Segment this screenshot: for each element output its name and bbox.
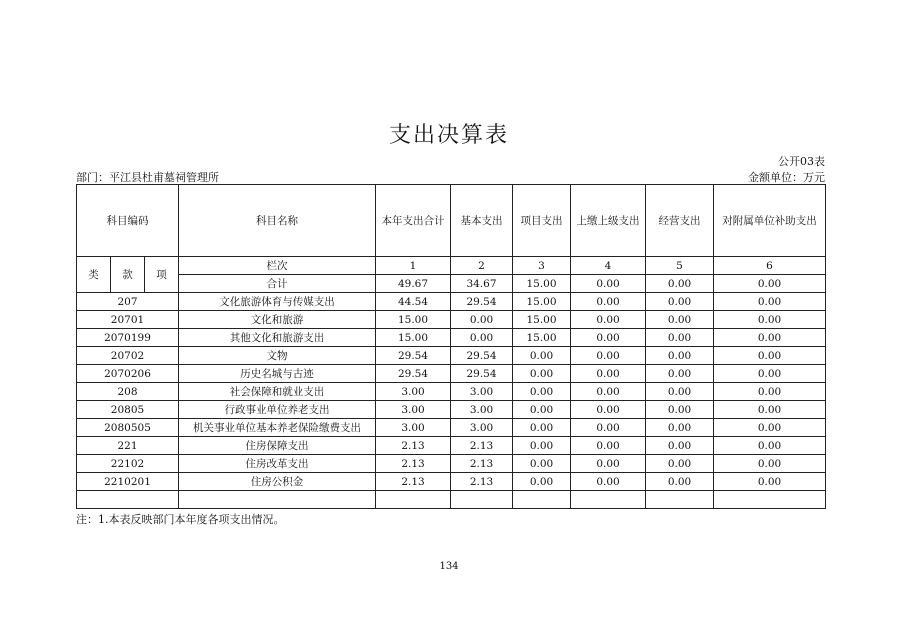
- row-value: 3.00: [451, 401, 513, 419]
- row-value: 0.00: [571, 293, 646, 311]
- row-value: 0.00: [646, 347, 714, 365]
- header-kuan: 款: [111, 257, 145, 293]
- row-value: 44.54: [376, 293, 451, 311]
- row-name: 文化旅游体育与传媒支出: [179, 293, 376, 311]
- table-row: [77, 437, 826, 455]
- row-value: 0.00: [714, 293, 826, 311]
- row-value: 0.00: [571, 473, 646, 491]
- row-value: 0.00: [646, 455, 714, 473]
- header-row: [77, 185, 826, 257]
- row-name: 住房保障支出: [179, 437, 376, 455]
- row-value: 0.00: [714, 401, 826, 419]
- row-value: 2.13: [451, 455, 513, 473]
- header-lanci: 栏次: [179, 257, 376, 275]
- row-value: 0.00: [513, 365, 571, 383]
- row-code: 208: [77, 383, 179, 401]
- empty-cell: [714, 491, 826, 509]
- unit-label: 金额单位：万元: [748, 171, 825, 184]
- header-upper: 上缴上级支出: [571, 185, 646, 257]
- col-number: 5: [646, 257, 714, 275]
- col-number: 4: [571, 257, 646, 275]
- row-code: 20701: [77, 311, 179, 329]
- table-row: [77, 419, 826, 437]
- row-code: 20805: [77, 401, 179, 419]
- row-code: 2210201: [77, 473, 179, 491]
- row-value: 0.00: [646, 365, 714, 383]
- row-value: 0.00: [714, 473, 826, 491]
- row-value: 0.00: [513, 347, 571, 365]
- row-value: 2.13: [376, 473, 451, 491]
- total-value: 0.00: [571, 275, 646, 293]
- total-row: [77, 275, 826, 293]
- row-value: 0.00: [571, 455, 646, 473]
- row-code: 207: [77, 293, 179, 311]
- total-value: 0.00: [714, 275, 826, 293]
- col-number: 2: [451, 257, 513, 275]
- row-value: 0.00: [714, 419, 826, 437]
- row-value: 0.00: [571, 311, 646, 329]
- row-value: 0.00: [646, 311, 714, 329]
- row-code: 2080505: [77, 419, 179, 437]
- table-row: [77, 293, 826, 311]
- row-name: 住房改革支出: [179, 455, 376, 473]
- header-project: 项目支出: [513, 185, 571, 257]
- header-code: 科目编码: [77, 185, 179, 257]
- row-value: 0.00: [714, 311, 826, 329]
- row-value: 29.54: [451, 293, 513, 311]
- table-row: [77, 329, 826, 347]
- header-xiang: 项: [145, 257, 179, 293]
- total-value: 15.00: [513, 275, 571, 293]
- row-value: 0.00: [513, 455, 571, 473]
- row-value: 15.00: [376, 329, 451, 347]
- row-value: 0.00: [646, 293, 714, 311]
- row-value: 2.13: [376, 455, 451, 473]
- row-value: 3.00: [376, 419, 451, 437]
- row-value: 15.00: [513, 311, 571, 329]
- total-value: 0.00: [646, 275, 714, 293]
- page-number: 134: [439, 561, 459, 572]
- row-value: 0.00: [451, 311, 513, 329]
- row-value: 0.00: [513, 473, 571, 491]
- table-row: [77, 365, 826, 383]
- form-number: 公开03表: [778, 155, 825, 168]
- total-value: 49.67: [376, 275, 451, 293]
- table-row: [77, 455, 826, 473]
- expenditure-table: [76, 184, 826, 509]
- table-row: [77, 383, 826, 401]
- row-code: 221: [77, 437, 179, 455]
- total-label: 合计: [179, 275, 376, 293]
- row-value: 0.00: [513, 383, 571, 401]
- header-business: 经营支出: [646, 185, 714, 257]
- row-value: 0.00: [513, 437, 571, 455]
- row-value: 0.00: [714, 329, 826, 347]
- total-value: 34.67: [451, 275, 513, 293]
- empty-row: [77, 491, 826, 509]
- row-name: 行政事业单位养老支出: [179, 401, 376, 419]
- row-value: 29.54: [451, 365, 513, 383]
- row-value: 0.00: [714, 347, 826, 365]
- row-value: 0.00: [646, 329, 714, 347]
- header-basic: 基本支出: [451, 185, 513, 257]
- department-label: 部门：平江县杜甫墓祠管理所: [76, 171, 219, 184]
- row-value: 0.00: [571, 347, 646, 365]
- table-row: [77, 311, 826, 329]
- row-value: 2.13: [451, 473, 513, 491]
- empty-cell: [571, 491, 646, 509]
- header-lei: 类: [77, 257, 111, 293]
- row-value: 29.54: [376, 365, 451, 383]
- row-value: 0.00: [571, 365, 646, 383]
- table-row: [77, 347, 826, 365]
- table-row: [77, 473, 826, 491]
- empty-cell: [451, 491, 513, 509]
- col-number: 6: [714, 257, 826, 275]
- row-code: 22102: [77, 455, 179, 473]
- row-value: 29.54: [376, 347, 451, 365]
- row-value: 0.00: [451, 329, 513, 347]
- row-value: 0.00: [714, 365, 826, 383]
- empty-cell: [77, 491, 179, 509]
- footnote: 注：1.本表反映部门本年度各项支出情况。: [76, 513, 285, 526]
- row-name: 历史名城与古迹: [179, 365, 376, 383]
- row-name: 其他文化和旅游支出: [179, 329, 376, 347]
- row-name: 文化和旅游: [179, 311, 376, 329]
- row-value: 2.13: [451, 437, 513, 455]
- row-value: 0.00: [646, 473, 714, 491]
- row-value: 15.00: [376, 311, 451, 329]
- table-row: [77, 401, 826, 419]
- empty-cell: [376, 491, 451, 509]
- header-subsidy: 对附属单位补助支出: [714, 185, 826, 257]
- empty-cell: [179, 491, 376, 509]
- header-total: 本年支出合计: [376, 185, 451, 257]
- row-value: 0.00: [646, 383, 714, 401]
- row-value: 15.00: [513, 329, 571, 347]
- row-name: 住房公积金: [179, 473, 376, 491]
- page-title: 支出决算表: [388, 123, 509, 148]
- row-value: 3.00: [376, 383, 451, 401]
- row-value: 0.00: [714, 455, 826, 473]
- row-code: 2070199: [77, 329, 179, 347]
- row-value: 0.00: [646, 401, 714, 419]
- row-value: 15.00: [513, 293, 571, 311]
- empty-cell: [646, 491, 714, 509]
- empty-cell: [513, 491, 571, 509]
- row-value: 0.00: [571, 329, 646, 347]
- row-name: 机关事业单位基本养老保险缴费支出: [179, 419, 376, 437]
- header-name: 科目名称: [179, 185, 376, 257]
- row-value: 0.00: [571, 419, 646, 437]
- row-code: 2070206: [77, 365, 179, 383]
- row-value: 0.00: [714, 383, 826, 401]
- row-value: 0.00: [714, 437, 826, 455]
- col-number: 3: [513, 257, 571, 275]
- col-number: 1: [376, 257, 451, 275]
- row-value: 0.00: [646, 437, 714, 455]
- row-code: 20702: [77, 347, 179, 365]
- row-value: 0.00: [571, 401, 646, 419]
- row-value: 0.00: [571, 437, 646, 455]
- column-index-row: [77, 257, 826, 275]
- row-value: 0.00: [513, 401, 571, 419]
- row-value: 3.00: [376, 401, 451, 419]
- row-value: 3.00: [451, 383, 513, 401]
- row-value: 3.00: [451, 419, 513, 437]
- row-value: 29.54: [451, 347, 513, 365]
- row-value: 0.00: [513, 419, 571, 437]
- row-name: 社会保障和就业支出: [179, 383, 376, 401]
- row-value: 0.00: [571, 383, 646, 401]
- row-value: 0.00: [646, 419, 714, 437]
- row-name: 文物: [179, 347, 376, 365]
- row-value: 2.13: [376, 437, 451, 455]
